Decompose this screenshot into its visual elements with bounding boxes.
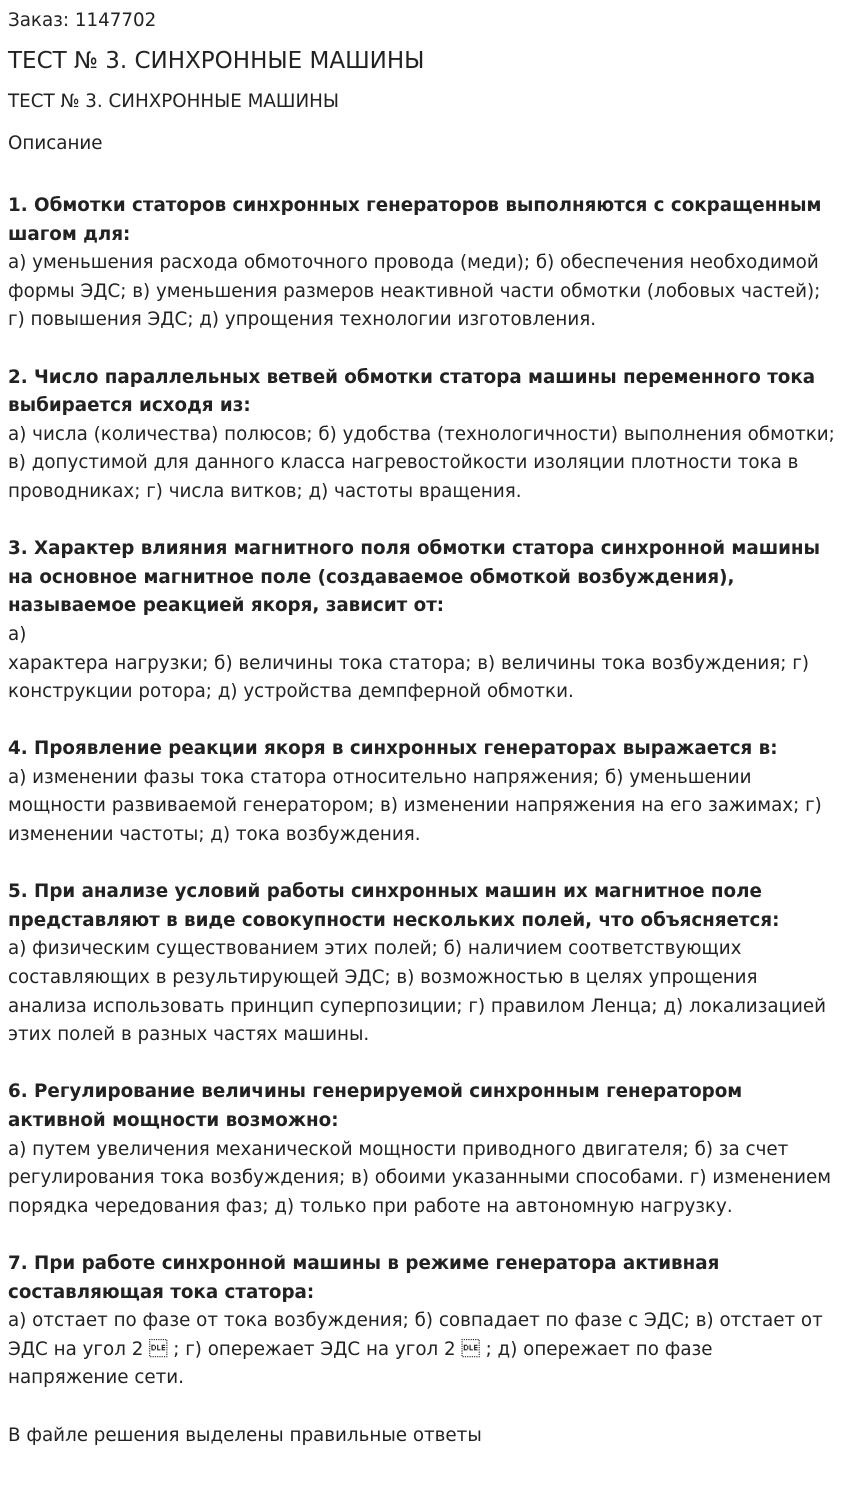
order-number: Заказ: 1147702 (8, 10, 157, 31)
question-title: 5. При анализе условий работы синхронных машин их магнитное поле представляют в виде совокупности нескольких полей, что объясняется: (8, 881, 780, 931)
question-5 (8, 878, 838, 1050)
questions-list (8, 192, 838, 1393)
question-6 (8, 1078, 838, 1221)
question-7 (8, 1250, 838, 1393)
question-title: 1. Обмотки статоров синхронных генераторов выполняются с сокращенным шагом для: (8, 195, 822, 245)
footer-note: В файле решения выделены правильные ответы (8, 1424, 482, 1446)
question-answers: а) числа (количества) полюсов; б) удобства (технологичности) выполнения обмотки; в) допустимой для данного класса нагревостойкости изоляции плотности тока в проводниках; г) числа витков; д) частоты вращения. (8, 423, 835, 502)
question-answers: а) отстает по фазе от тока возбуждения; б) совпадает по фазе с ЭДС; в) отстает от ЭДС на угол 2  ; г) опережает ЭДС на угол 2  ; д) опережает по фазе напряжение сети. (8, 1310, 823, 1389)
question-title: 3. Характер влияния магнитного поля обмотки статора синхронной машины на основное магнитное поле (создаваемое обмоткой возбуждения), называемое реакцией якоря, зависит от: (8, 538, 821, 617)
question-title: 6. Регулирование величины генерируемой синхронным генератором активной мощности возможно: (8, 1081, 743, 1131)
question-2 (8, 364, 838, 507)
page-title: ТЕСТ № 3. СИНХРОННЫЕ МАШИНЫ (8, 48, 425, 74)
question-answers: а) путем увеличения механической мощности приводного двигателя; б) за счет регулирования тока возбуждения; в) обоими указанными способами. г) изменением порядка чередования фаз; д) только при работе на автономную нагрузку. (8, 1138, 832, 1217)
question-answers: а) изменении фазы тока статора относительно напряжения; б) уменьшении мощности развиваемой генератором; в) изменении напряжения на его зажимах; г) изменении частоты; д) тока возбуждения. (8, 766, 822, 846)
document (8, 6, 838, 1450)
question-title: 2. Число параллельных ветвей обмотки статора машины переменного тока выбирается исходя из: (8, 366, 816, 417)
question-answers: а) физическим существованием этих полей; б) наличием соответствующих составляющих в результирующей ЭДС; в) возможностью в целях упрощения анализа использовать принцип суперпозиции; г) правилом Ленца; д) локализацией этих полей в разных частях машины. (8, 938, 827, 1046)
question-4 (8, 735, 838, 849)
question-answers-prefix: а) (8, 623, 27, 645)
question-title: 7. При работе синхронной машины в режиме генератора активная составляющая тока статора: (8, 1252, 720, 1303)
question-1 (8, 192, 838, 335)
question-answers: а) уменьшения расхода обмоточного провода (меди); б) обеспечения необходимой формы ЭДС; в) уменьшения размеров неактивной части обмотки (лобовых частей); г) повышения ЭДС; д) упрощения технологии изготовления. (8, 252, 821, 331)
question-3 (8, 535, 838, 707)
question-answers: характера нагрузки; б) величины тока статора; в) величины тока возбуждения; г) конструкции ротора; д) устройства демпферной обмотки. (8, 652, 810, 703)
question-title: 4. Проявление реакции якоря в синхронных генераторах выражается в: (8, 738, 778, 760)
description-label: Описание (8, 133, 103, 154)
page-subtitle: ТЕСТ № 3. СИНХРОННЫЕ МАШИНЫ (8, 91, 340, 112)
